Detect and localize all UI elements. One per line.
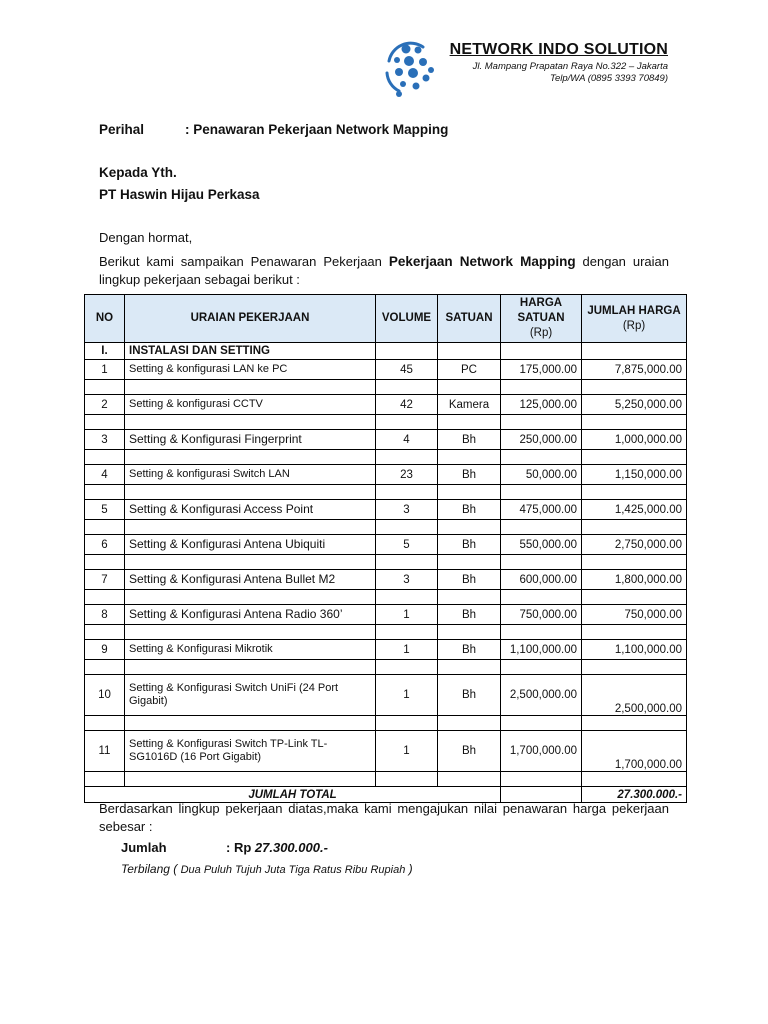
- amount-in-words-text: Dua Puluh Tujuh Juta Tiga Ratus Ribu Rupiah: [180, 864, 406, 876]
- row-unit: Bh: [438, 535, 501, 555]
- empty-cell: [85, 716, 125, 731]
- row-number: 3: [85, 430, 125, 450]
- row-unit-price: 50,000.00: [501, 465, 582, 485]
- header-description: URAIAN PEKERJAAN: [125, 295, 376, 343]
- empty-cell: [501, 520, 582, 535]
- row-unit-price: 600,000.00: [501, 570, 582, 590]
- empty-cell: [376, 660, 438, 675]
- empty-cell: [85, 380, 125, 395]
- row-unit: Bh: [438, 500, 501, 520]
- table-row: [85, 430, 687, 450]
- row-description: Setting & Konfigurasi Switch TP-Link TL-SG1016D (16 Port Gigabit): [125, 731, 376, 772]
- empty-cell: [582, 716, 687, 731]
- empty-cell: [438, 380, 501, 395]
- row-unit-price: 750,000.00: [501, 605, 582, 625]
- recipient-company: PT Haswin Hijau Perkasa: [99, 187, 260, 202]
- empty-cell: [376, 520, 438, 535]
- empty-cell: [438, 450, 501, 465]
- spacer-row: [85, 772, 687, 787]
- empty-cell: [438, 772, 501, 787]
- empty-cell: [438, 660, 501, 675]
- row-unit: Bh: [438, 731, 501, 772]
- empty-cell: [501, 660, 582, 675]
- greeting: Dengan hormat,: [99, 230, 193, 245]
- empty-cell: [438, 415, 501, 430]
- empty-cell: [376, 415, 438, 430]
- row-number: 4: [85, 465, 125, 485]
- spacer-row: [85, 555, 687, 570]
- empty-cell: [85, 485, 125, 500]
- header-total-price-currency: (Rp): [622, 319, 646, 332]
- row-total-price: 1,000,000.00: [582, 430, 687, 450]
- intro-part-4: dengan uraian lingkup pekerjaan sebagai berikut :: [99, 254, 669, 287]
- row-unit-price: 475,000.00: [501, 500, 582, 520]
- empty-cell: [501, 415, 582, 430]
- spacer-row: [85, 450, 687, 465]
- company-address: Jl. Mampang Prapatan Raya No.322 – Jakarta: [472, 61, 668, 72]
- row-total-price: 1,100,000.00: [582, 640, 687, 660]
- empty-cell: [501, 555, 582, 570]
- row-volume: 1: [376, 605, 438, 625]
- row-number: 8: [85, 605, 125, 625]
- empty-cell: [125, 590, 376, 605]
- header-volume: VOLUME: [376, 295, 438, 343]
- empty-cell: [501, 450, 582, 465]
- row-unit: Kamera: [438, 395, 501, 415]
- empty-cell: [582, 555, 687, 570]
- section-number: I.: [85, 343, 125, 360]
- spacer-row: [85, 380, 687, 395]
- row-unit: Bh: [438, 605, 501, 625]
- empty-cell: [125, 772, 376, 787]
- intro-paragraph: [99, 253, 669, 289]
- empty-cell: [438, 485, 501, 500]
- empty-cell: [125, 380, 376, 395]
- network-dots-logo-icon: [379, 37, 441, 99]
- table-row: [85, 731, 687, 772]
- amount-in-words-label: Terbilang (: [121, 862, 181, 876]
- intro-part-1: Berikut kami sampaikan: [99, 254, 251, 269]
- row-number: 6: [85, 535, 125, 555]
- row-unit-price: 175,000.00: [501, 360, 582, 380]
- row-volume: 1: [376, 731, 438, 772]
- header-unit-price-label: HARGA SATUAN: [517, 297, 565, 324]
- empty-cell: [85, 520, 125, 535]
- empty-cell: [125, 450, 376, 465]
- empty-cell: [85, 555, 125, 570]
- spacer-row: [85, 485, 687, 500]
- empty-cell: [501, 590, 582, 605]
- spacer-row: [85, 415, 687, 430]
- empty-cell: [376, 485, 438, 500]
- empty-cell: [376, 380, 438, 395]
- table-header-row: [85, 295, 687, 343]
- row-unit-price: 1,100,000.00: [501, 640, 582, 660]
- empty-cell: [438, 625, 501, 640]
- table-row: [85, 675, 687, 716]
- table-row: [85, 570, 687, 590]
- empty-cell: [125, 716, 376, 731]
- row-number: 2: [85, 395, 125, 415]
- section-row: [85, 343, 687, 360]
- row-total-price: 2,500,000.00: [582, 675, 687, 716]
- empty-cell: [376, 555, 438, 570]
- row-volume: 45: [376, 360, 438, 380]
- empty-cell: [125, 520, 376, 535]
- row-volume: 5: [376, 535, 438, 555]
- row-number: 7: [85, 570, 125, 590]
- empty-cell: [501, 772, 582, 787]
- offer-table: [84, 294, 687, 803]
- empty-cell: [376, 772, 438, 787]
- header-unit: SATUAN: [438, 295, 501, 343]
- row-total-price: 5,250,000.00: [582, 395, 687, 415]
- amount-label: Jumlah: [121, 840, 167, 855]
- empty-cell: [125, 625, 376, 640]
- row-unit-price: 2,500,000.00: [501, 675, 582, 716]
- total-label: JUMLAH TOTAL: [85, 787, 501, 803]
- empty-cell: [376, 625, 438, 640]
- header-unit-price: [501, 295, 582, 343]
- row-unit-price: 550,000.00: [501, 535, 582, 555]
- row-unit: Bh: [438, 465, 501, 485]
- row-volume: 3: [376, 500, 438, 520]
- table-row: [85, 605, 687, 625]
- empty-cell: [582, 380, 687, 395]
- row-volume: 42: [376, 395, 438, 415]
- row-total-price: 750,000.00: [582, 605, 687, 625]
- subject-value: : Penawaran Pekerjaan Network Mapping: [185, 122, 449, 137]
- empty-cell: [85, 772, 125, 787]
- row-description: Setting & Konfigurasi Antena Radio 360’: [125, 605, 376, 625]
- row-volume: 23: [376, 465, 438, 485]
- recipient-label: Kepada Yth.: [99, 165, 177, 180]
- total-value: 27.300.000.-: [582, 787, 687, 803]
- row-description: Setting & Konfigurasi Access Point: [125, 500, 376, 520]
- empty-cell: [438, 520, 501, 535]
- empty-cell: [438, 343, 501, 360]
- spacer-row: [85, 625, 687, 640]
- row-volume: 1: [376, 640, 438, 660]
- row-unit: Bh: [438, 640, 501, 660]
- header-total-price: [582, 295, 687, 343]
- row-total-price: 1,425,000.00: [582, 500, 687, 520]
- subject-label: Perihal: [99, 122, 145, 137]
- row-number: 9: [85, 640, 125, 660]
- empty-cell: [125, 415, 376, 430]
- row-unit-price: 1,700,000.00: [501, 731, 582, 772]
- row-unit: PC: [438, 360, 501, 380]
- empty-cell: [376, 343, 438, 360]
- header-total-price-label: JUMLAH HARGA: [587, 304, 681, 317]
- intro-part-2: Penawaran Pekerjaan: [250, 254, 389, 269]
- spacer-row: [85, 716, 687, 731]
- spacer-row: [85, 520, 687, 535]
- empty-cell: [582, 415, 687, 430]
- row-total-price: 1,150,000.00: [582, 465, 687, 485]
- empty-cell: [582, 450, 687, 465]
- amount-number: 27.300.000.-: [254, 840, 328, 855]
- row-total-price: 2,750,000.00: [582, 535, 687, 555]
- spacer-row: [85, 590, 687, 605]
- amount-in-words: [121, 862, 413, 876]
- amount-in-words-suffix: ): [405, 862, 413, 876]
- table-row: [85, 535, 687, 555]
- empty-cell: [125, 485, 376, 500]
- table-row: [85, 465, 687, 485]
- offer-table-body: [85, 343, 687, 787]
- empty-cell: [438, 716, 501, 731]
- table-row: [85, 500, 687, 520]
- row-description: Setting & Konfigurasi Switch UniFi (24 Port Gigabit): [125, 675, 376, 716]
- closing-paragraph: Berdasarkan lingkup pekerjaan diatas,maka kami mengajukan nilai penawaran harga pekerjaan sebesar :: [99, 801, 669, 834]
- row-unit-price: 250,000.00: [501, 430, 582, 450]
- empty-cell: [85, 415, 125, 430]
- empty-cell: [376, 450, 438, 465]
- row-unit: Bh: [438, 430, 501, 450]
- company-name: NETWORK INDO SOLUTION: [449, 41, 668, 58]
- row-volume: 4: [376, 430, 438, 450]
- header-unit-price-currency: (Rp): [529, 327, 553, 339]
- row-description: Setting & konfigurasi CCTV: [125, 395, 376, 415]
- empty-cell: [501, 485, 582, 500]
- amount-value: [226, 840, 328, 855]
- company-phone: Telp/WA (0895 3393 70849): [550, 73, 668, 84]
- empty-cell: [85, 590, 125, 605]
- empty-cell: [438, 555, 501, 570]
- empty-cell: [501, 380, 582, 395]
- intro-part-3: Pekerjaan Network Mapping: [388, 254, 576, 269]
- row-unit: Bh: [438, 675, 501, 716]
- row-description: Setting & Konfigurasi Antena Bullet M2: [125, 570, 376, 590]
- row-description: Setting & Konfigurasi Fingerprint: [125, 430, 376, 450]
- amount-prefix: : Rp: [226, 840, 255, 855]
- row-number: 5: [85, 500, 125, 520]
- empty-cell: [582, 625, 687, 640]
- empty-cell: [85, 625, 125, 640]
- empty-cell: [501, 625, 582, 640]
- row-description: Setting & konfigurasi LAN ke PC: [125, 360, 376, 380]
- row-description: Setting & Konfigurasi Mikrotik: [125, 640, 376, 660]
- empty-cell: [376, 716, 438, 731]
- empty-cell: [582, 772, 687, 787]
- row-volume: 3: [376, 570, 438, 590]
- empty-cell: [582, 590, 687, 605]
- empty-cell: [582, 485, 687, 500]
- empty-cell: [582, 520, 687, 535]
- row-number: 10: [85, 675, 125, 716]
- empty-cell: [125, 555, 376, 570]
- section-title: INSTALASI DAN SETTING: [125, 343, 376, 360]
- empty-cell: [438, 590, 501, 605]
- spacer-row: [85, 660, 687, 675]
- row-number: 11: [85, 731, 125, 772]
- row-volume: 1: [376, 675, 438, 716]
- header-no: NO: [85, 295, 125, 343]
- row-unit-price: 125,000.00: [501, 395, 582, 415]
- empty-cell: [85, 660, 125, 675]
- row-total-price: 1,700,000.00: [582, 731, 687, 772]
- empty-cell: [85, 450, 125, 465]
- table-row: [85, 640, 687, 660]
- row-total-price: 1,800,000.00: [582, 570, 687, 590]
- row-description: Setting & Konfigurasi Antena Ubiquiti: [125, 535, 376, 555]
- empty-cell: [125, 660, 376, 675]
- row-number: 1: [85, 360, 125, 380]
- row-unit: Bh: [438, 570, 501, 590]
- empty-cell: [582, 660, 687, 675]
- empty-cell: [501, 343, 582, 360]
- empty-cell: [501, 716, 582, 731]
- table-row: [85, 360, 687, 380]
- empty-cell: [582, 343, 687, 360]
- row-total-price: 7,875,000.00: [582, 360, 687, 380]
- table-row: [85, 395, 687, 415]
- empty-cell: [376, 590, 438, 605]
- row-description: Setting & konfigurasi Switch LAN: [125, 465, 376, 485]
